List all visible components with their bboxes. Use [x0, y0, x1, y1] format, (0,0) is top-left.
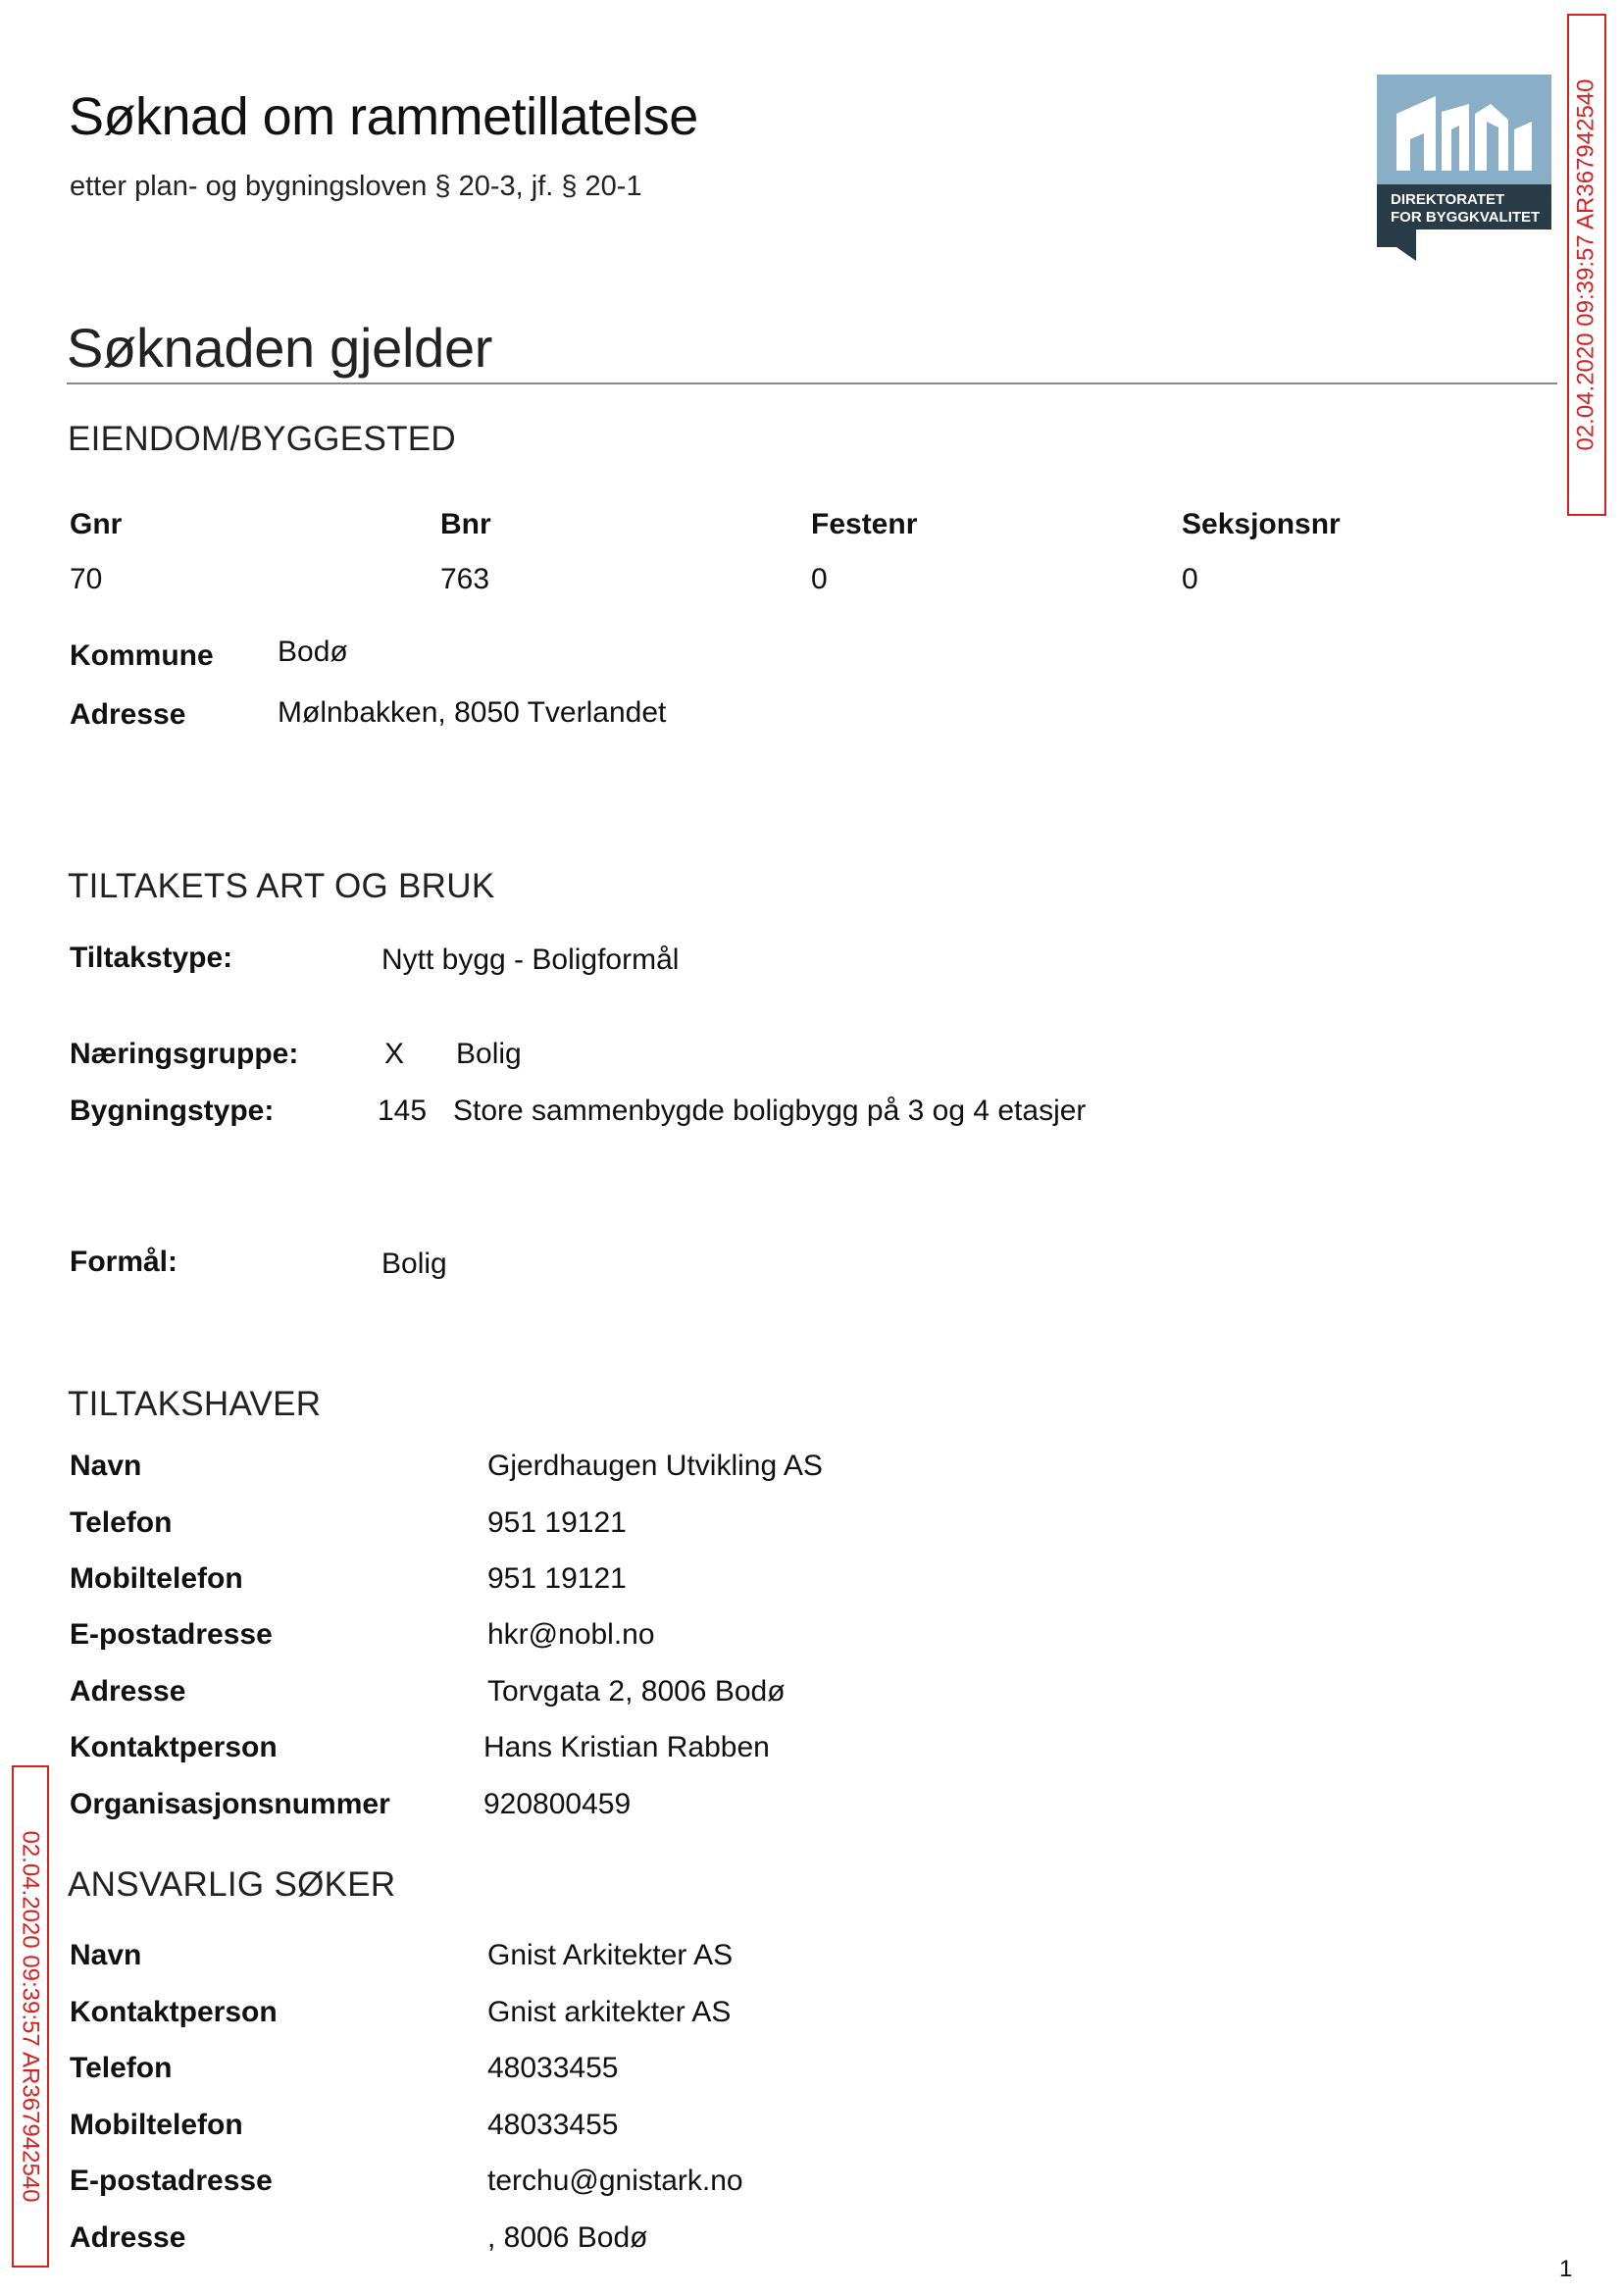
receipt-stamp-text: 02.04.2020 09:39:57 AR367942540 — [18, 1830, 44, 2203]
bnr-value: 763 — [440, 563, 490, 595]
bygningstype-value: Store sammenbygde boligbygg på 3 og 4 etasjer — [453, 1095, 1087, 1127]
formal-value: Bolig — [381, 1248, 447, 1280]
gnr-value: 70 — [70, 563, 103, 595]
naeringsgruppe-code: X — [384, 1038, 405, 1070]
section-title-tiltakshaver: TILTAKSHAVER — [68, 1385, 322, 1423]
tiltakshaver-epost-value: hkr@nobl.no — [487, 1618, 655, 1651]
main-heading: Søknaden gjelder — [67, 317, 493, 379]
soker-adresse-label: Adresse — [70, 2221, 186, 2254]
naeringsgruppe-value: Bolig — [456, 1038, 522, 1070]
seksjonsnr-label: Seksjonsnr — [1182, 508, 1341, 540]
tiltakshaver-orgnr-value: 920800459 — [483, 1788, 632, 1820]
tiltakshaver-telefon-label: Telefon — [70, 1506, 173, 1539]
soker-navn-value: Gnist Arkitekter AS — [487, 1939, 734, 1971]
bygningstype-code: 145 — [378, 1095, 428, 1127]
tiltakshaver-navn-value: Gjerdhaugen Utvikling AS — [487, 1450, 823, 1482]
festenr-label: Festenr — [811, 508, 918, 540]
kommune-label: Kommune — [70, 639, 214, 672]
naeringsgruppe-label: Næringsgruppe: — [70, 1038, 299, 1070]
soker-mobil-label: Mobiltelefon — [70, 2109, 243, 2141]
tiltakshaver-kontaktperson-label: Kontaktperson — [70, 1731, 278, 1763]
soker-mobil-value: 48033455 — [487, 2109, 619, 2141]
section-title-eiendom: EIENDOM/BYGGESTED — [68, 420, 456, 458]
receipt-stamp-text: 02.04.2020 09:39:57 AR367942540 — [1573, 78, 1599, 451]
gnr-label: Gnr — [70, 508, 123, 540]
tiltakshaver-epost-label: E-postadresse — [70, 1618, 273, 1651]
receipt-stamp-top — [1567, 14, 1606, 516]
tiltakshaver-adresse-value: Torvgata 2, 8006 Bodø — [487, 1675, 786, 1708]
page-number: 1 — [1559, 2256, 1573, 2282]
tiltakstype-value: Nytt bygg - Boligformål — [381, 943, 680, 976]
logo-line2: FOR BYGGKVALITET — [1391, 209, 1541, 226]
section-title-tiltak: TILTAKETS ART OG BRUK — [68, 867, 495, 905]
tiltakshaver-orgnr-label: Organisasjonsnummer — [70, 1788, 390, 1820]
soker-epost-value: terchu@gnistark.no — [487, 2165, 743, 2197]
soker-epost-label: E-postadresse — [70, 2165, 273, 2197]
tiltakshaver-mobil-label: Mobiltelefon — [70, 1562, 243, 1595]
formal-label: Formål: — [70, 1246, 178, 1278]
bygningstype-label: Bygningstype: — [70, 1095, 275, 1127]
bnr-label: Bnr — [440, 508, 491, 540]
tiltakshaver-adresse-label: Adresse — [70, 1675, 186, 1708]
receipt-stamp-bottom — [12, 1765, 49, 2268]
soker-telefon-label: Telefon — [70, 2052, 173, 2084]
adresse-label: Adresse — [70, 698, 186, 731]
soker-navn-label: Navn — [70, 1939, 142, 1971]
adresse-value: Mølnbakken, 8050 Tverlandet — [278, 696, 667, 729]
soker-kontaktperson-label: Kontaktperson — [70, 1996, 278, 2028]
festenr-value: 0 — [811, 563, 828, 595]
document-title: Søknad om rammetillatelse — [69, 87, 698, 146]
soker-kontaktperson-value: Gnist arkitekter AS — [487, 1996, 732, 2028]
tiltakshaver-kontaktperson-value: Hans Kristian Rabben — [483, 1731, 770, 1763]
seksjonsnr-value: 0 — [1182, 563, 1198, 595]
soker-telefon-value: 48033455 — [487, 2052, 619, 2084]
tiltakshaver-telefon-value: 951 19121 — [487, 1506, 627, 1539]
soker-adresse-value: , 8006 Bodø — [487, 2221, 648, 2254]
logo-line1: DIREKTORATET — [1391, 191, 1505, 208]
heading-divider — [67, 382, 1557, 384]
dibk-logo-icon — [1377, 75, 1551, 261]
section-title-ansvarlig-soker: ANSVARLIG SØKER — [68, 1865, 396, 1904]
dibk-logo — [1377, 75, 1551, 261]
document-subtitle: etter plan- og bygningsloven § 20-3, jf. § 20-1 — [70, 171, 642, 202]
tiltakshaver-navn-label: Navn — [70, 1450, 142, 1482]
tiltakshaver-mobil-value: 951 19121 — [487, 1562, 627, 1595]
kommune-value: Bodø — [278, 636, 348, 668]
tiltakstype-label: Tiltakstype: — [70, 942, 233, 974]
